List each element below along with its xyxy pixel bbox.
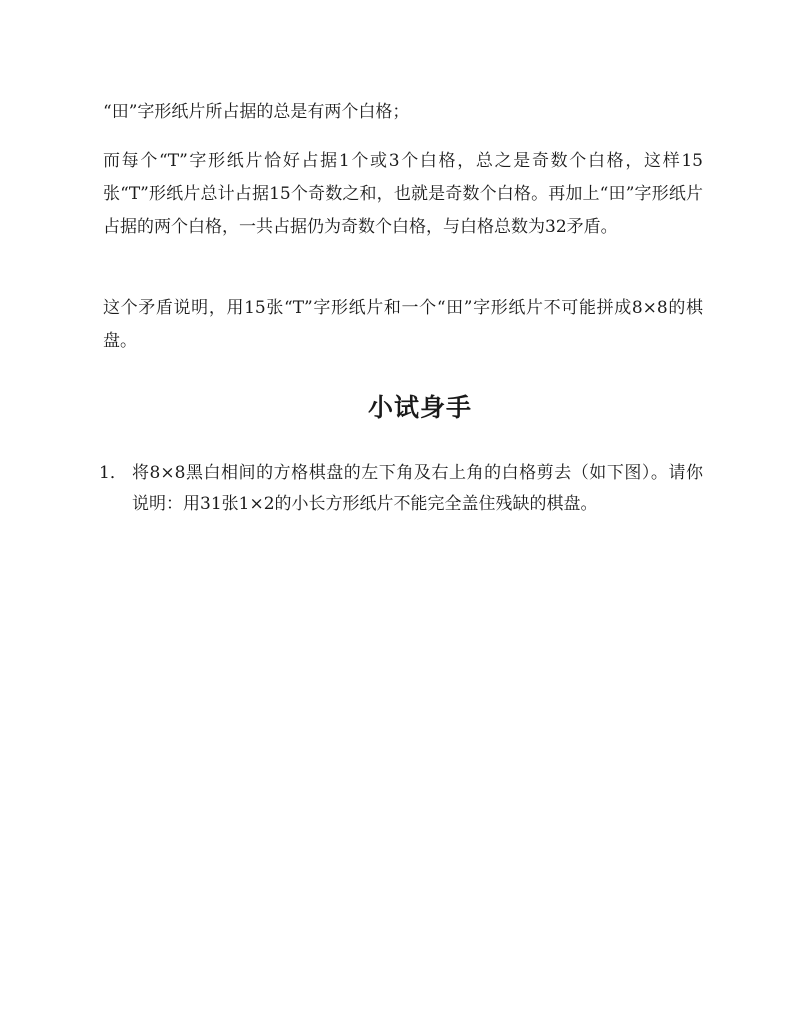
exercise-text: 将8×8黑白相间的方格棋盘的左下角及右上角的白格剪去（如下图）。请你说明：用31张1×2的小长方形纸片不能完全盖住残缺的棋盘。 — [132, 463, 703, 514]
exercise-number: 1． — [99, 463, 127, 483]
paragraph-tian-shape-white-cells: “田”字形纸片所占据的总是有两个白格； — [103, 102, 410, 122]
exercise-list — [99, 458, 703, 520]
section-heading: 小试身手 — [367, 393, 472, 422]
paragraph-t-shape-odd-cells: 而每个“T”字形纸片恰好占据1个或3个白格，总之是奇数个白格，这样15张“T”形纸片总计占据15个奇数之和，也就是奇数个白格。再加上“田”字形纸片占据的两个白格，一共占据仍为奇数个白格，与白格总数为32矛盾。 — [103, 151, 703, 237]
exercise-item — [99, 458, 703, 520]
paragraph-contradiction-conclusion: 这个矛盾说明，用15张“T”字形纸片和一个“田”字形纸片不可能拼成8×8的棋盘。 — [103, 298, 703, 351]
